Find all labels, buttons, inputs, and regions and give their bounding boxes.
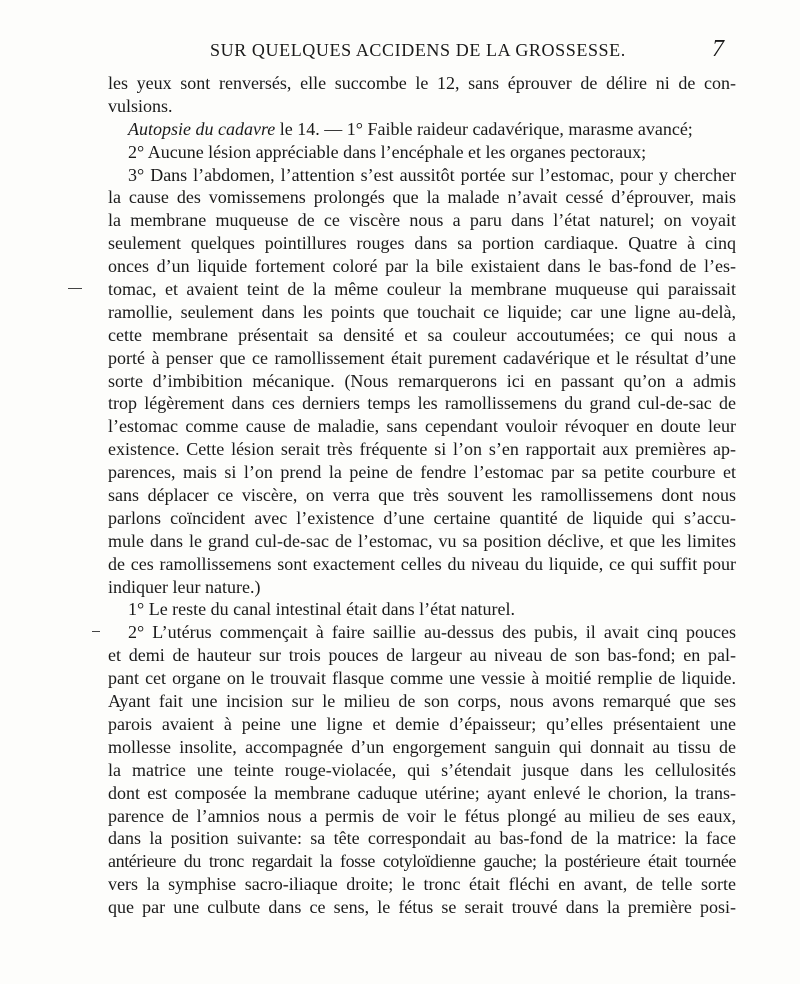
text-line: porté à penser que ce ramollissement était purement cadavérique et le résultat d’une: [108, 347, 736, 368]
text-line: trop légèrement dans ces derniers temps les ramollissemens du grand cul-de-sac de: [108, 393, 736, 414]
page-number: 7: [712, 36, 724, 62]
text-line: antérieure du tronc regardait la fosse cotyloïdienne gauche; la postérieure était tournée: [108, 851, 736, 872]
autopsy-heading-rest: le 14. — 1° Faible raideur cadavérique, marasme avancé;: [275, 118, 693, 139]
text-line: l’estomac comme cause de maladie, sans cependant vouloir révoquer en doute leur: [108, 416, 736, 437]
text-line: vers la symphise sacro-iliaque droite; le tronc était fléchi en avant, de telle sorte: [108, 874, 736, 895]
text-line: mollesse insolite, accompagnée d’un engorgement sanguin qui donnait au tissu de: [108, 736, 736, 757]
text-line: sorte d’imbibition mécanique. (Nous remarquerons ici en passant qu’on a admis: [108, 370, 736, 391]
text-line: dont est composée la membrane caduque utérine; ayant enlevé le chorion, la trans-: [108, 782, 736, 803]
text-line: la membrane muqueuse de ce viscère nous a paru dans l’état naturel; on voyait: [108, 210, 736, 231]
text-line: parences, mais si l’on prend la peine de fendre l’estomac par sa petite courbure et: [108, 462, 736, 483]
text-line: cette membrane présentait sa densité et sa couleur accoutumées; ce qui nous a: [108, 324, 736, 345]
text-line: seulement quelques pointillures rouges dans sa portion cardiaque. Quatre à cinq: [108, 233, 736, 254]
text-line: la cause des vomissemens prolongés que la malade n’avait cessé d’éprouver, mais: [108, 187, 736, 208]
text-line: 1° Le reste du canal intestinal était dans l’état naturel.: [128, 599, 516, 620]
text-line: 2° Aucune lésion appréciable dans l’encéphale et les organes pectoraux;: [128, 141, 647, 162]
text-line: ramollie, seulement dans les points que touchait ce liquide; car une ligne au-delà,: [108, 301, 736, 322]
page-header: [0, 36, 800, 66]
text-line: parois avaient à peine une ligne et demie d’épaisseur; qu’elles présentaient une: [108, 713, 736, 734]
text-line: existence. Cette lésion serait très fréquente si l’on s’en rapportait aux premières ap-: [108, 439, 736, 460]
text-line: indiquer leur nature.): [108, 576, 261, 597]
text-line: que par une culbute dans ce sens, le fétus se serait trouvé dans la première posi-: [108, 897, 736, 918]
text-line: dans la position suivante: sa tête correspondait au bas-fond de la matrice: la face: [108, 828, 736, 849]
body-text: [108, 72, 736, 919]
margin-mark: [92, 631, 100, 632]
text-line: Ayant fait une incision sur le milieu de son corps, nous avons remarqué que ses: [108, 691, 736, 712]
text-line: les yeux sont renversés, elle succombe le 12, sans éprouver de délire ni de con-: [108, 73, 736, 93]
autopsy-lead-in: Autopsie du cadavre: [128, 118, 276, 139]
margin-mark: [68, 288, 82, 289]
text-line: parence de l’amnios nous a permis de voir le fétus plongé au milieu de ses eaux,: [108, 805, 736, 826]
text-line: de ces ramollissemens sont exactement celles du niveau du liquide, ce qui suffit pour: [108, 553, 736, 574]
text-line: mule dans le grand cul-de-sac de l’estomac, vu sa position déclive, et que les limites: [108, 530, 736, 551]
text-line: 2° L’utérus commençait à faire saillie au-dessus des pubis, il avait cinq pouces: [128, 622, 736, 643]
text-line: tomac, et avaient teint de la même couleur la membrane muqueuse qui paraissait: [108, 279, 736, 300]
running-head: SUR QUELQUES ACCIDENS DE LA GROSSESSE.: [210, 40, 626, 60]
text-line: pant cet organe on le trouvait flasque comme une vessie à moitié remplie de liquide.: [108, 668, 736, 689]
text-line: onces d’un liquide fortement coloré par la bile existaient dans le bas-fond de l’es-: [108, 256, 736, 277]
text-line: parlons coïncident avec l’existence d’une certaine quantité de liquide qui s’accu-: [108, 507, 736, 528]
autopsy-heading-line: [108, 118, 736, 141]
text-line: et demi de hauteur sur trois pouces de largeur au niveau de son bas-fond; en pal-: [108, 645, 736, 666]
text-line: 3° Dans l’abdomen, l’attention s’est aussitôt portée sur l’estomac, pour y chercher: [128, 164, 736, 185]
text-line: sans déplacer ce viscère, on verra que très souvent les ramollissemens dont nous: [108, 485, 736, 506]
text-line: la matrice une teinte rouge-violacée, qui s’étendait jusque dans les cellulosités: [108, 759, 736, 780]
text-line: vulsions.: [108, 95, 173, 116]
